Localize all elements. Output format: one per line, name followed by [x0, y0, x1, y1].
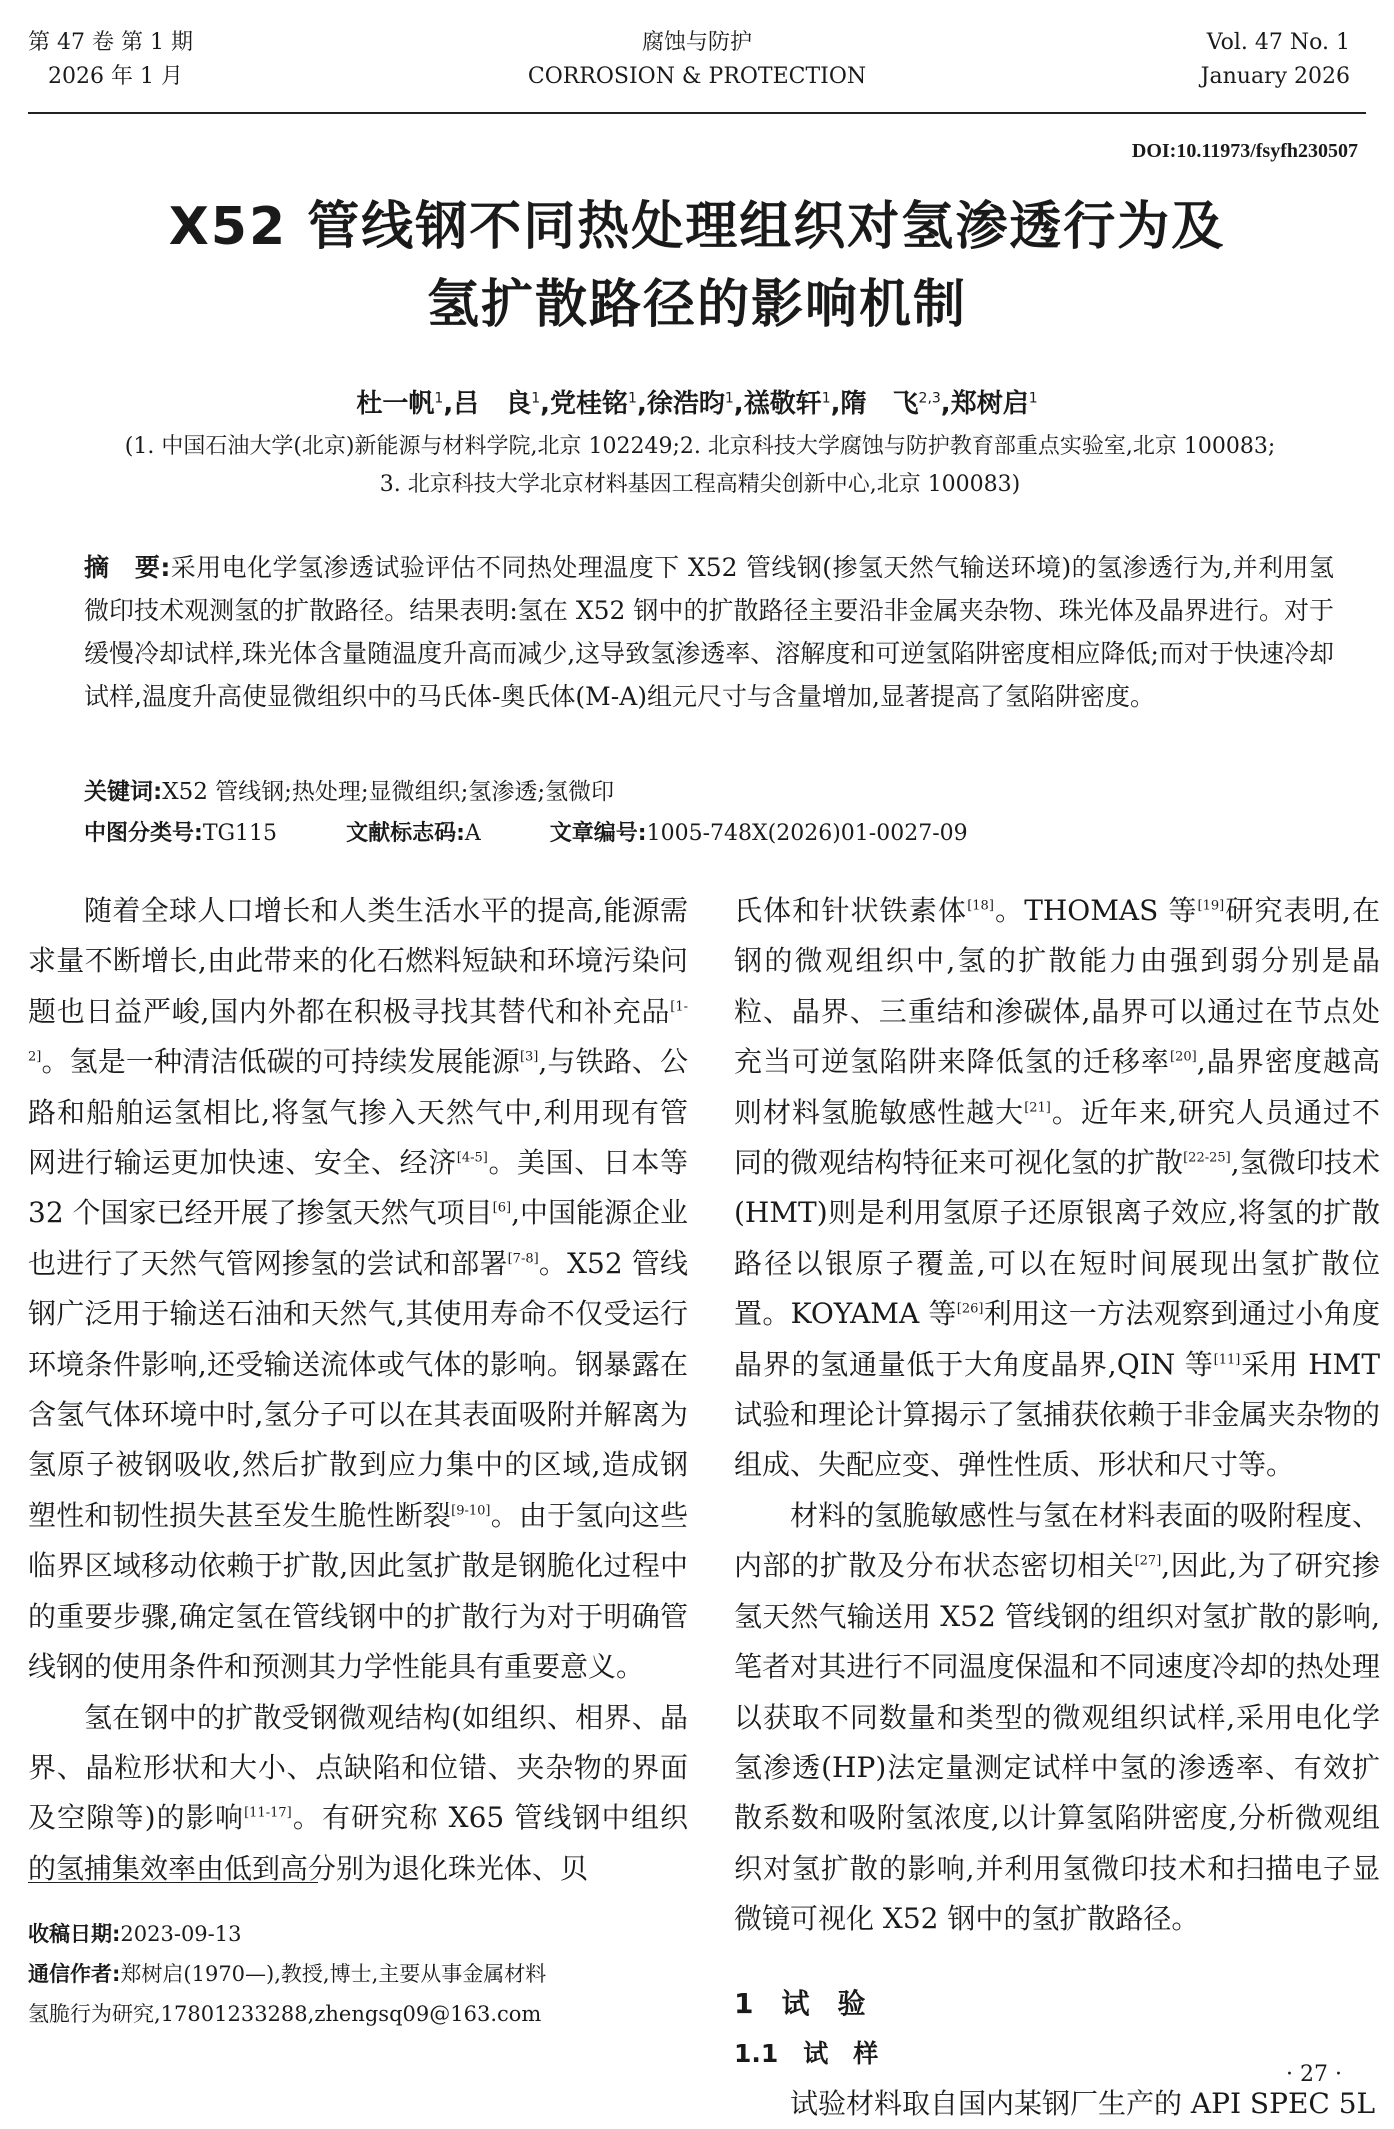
citation: [11]	[1213, 1352, 1241, 1368]
citation: [19]	[1197, 898, 1225, 914]
author: 吕 良$^1$	[453, 389, 541, 419]
citation: [1-2]	[28, 999, 688, 1065]
citation: [9-10]	[451, 1503, 491, 1519]
body-column-left	[28, 886, 688, 1894]
author: 郑树启$^1$	[950, 389, 1038, 419]
header-divider	[28, 112, 1366, 114]
journal-en: CORROSION & PROTECTION	[527, 64, 867, 89]
paragraph: 试验材料取自国内某钢厂生产的 API SPEC 5L	[790, 2086, 1376, 2120]
author-list: 杜一帆$^1$,吕 良$^1$,党桂铭$^1$,徐浩昀$^1$,禚敬轩$^1$,隋 飞$^{2,3}$,郑树启$^1$	[356, 389, 1038, 419]
abstract-label: 摘 要:	[84, 553, 171, 582]
paragraph: 随着全球人口增长和人类生活水平的提高,能源需求量不断增长,由此带来的化石燃料短缺和环境污染问题也日益严峻,国内外都在积极寻找其替代和补充品[1-2]。氢是一种清洁低碳的可持续发展能源[3],与铁路、公路和船舶运氢相比,将氢气掺入天然气中,利用现有管网进行输运更加快速、安全、经济[4-5]。美国、日本等 32 个国家已经开展了掺氢天然气项目[6],中国能源企业也进行了天然气管网掺氢的尝试和部署[7-8]。X52 管线钢广泛用于输送石油和天然气,其使用寿命不仅受运行环境条件影响,还受输送流体或气体的影响。钢暴露在含氢气体环境中时,氢分子可以在其表面吸附并解离为氢原子被钢吸收,然后扩散到应力集中的区域,造成钢塑性和韧性损失甚至发生脆性断裂[9-10]。由于氢向这些临界区域移动依赖于扩散,因此氢扩散是钢脆化过程中的重要步骤,确定氢在管线钢中的扩散行为对于明确管线钢的使用条件和预测其力学性能具有重要意义。	[28, 894, 689, 1684]
affiliation-line-1: (1. 中国石油大学(北京)新能源与材料学院,北京 102249;2. 北京科技大学腐蚀与防护教育部重点实验室,北京 100083;	[124, 434, 1276, 459]
header-right	[1201, 26, 1350, 94]
title-line-2: 氢扩散路径的影响机制	[426, 275, 967, 335]
citation: [22-25]	[1183, 1150, 1231, 1166]
date-en: January 2026	[1200, 64, 1350, 89]
citation: [27]	[1134, 1553, 1162, 1569]
classification-line	[84, 816, 1334, 852]
author: 徐浩昀$^1$	[646, 389, 734, 419]
citation: [21]	[1024, 1100, 1051, 1116]
abstract-text: 采用电化学氢渗透试验评估不同热处理温度下 X52 管线钢(掺氢天然气输送环境)的氢渗透行为,并利用氢微印技术观测氢的扩散路径。结果表明:氢在 X52 钢中的扩散路径主要沿非金属夹杂物、珠光体及晶界进行。对于缓慢冷却试样,珠光体含量随温度升高而减少,这导致氢渗透率、溶解度和可逆氢陷阱密度相应降低;而对于快速冷却试样,温度升高使显微组织中的马氏体-奥氏体(M-A)组元尺寸与含量增加,显著提高了氢陷阱密度。	[84, 553, 1334, 711]
volume-cn: 第 47 卷 第 1 期	[28, 30, 193, 55]
keywords	[84, 772, 1334, 812]
citation: [7-8]	[507, 1251, 539, 1267]
citation: [11-17]	[244, 1805, 292, 1821]
citation: [18]	[967, 898, 994, 914]
article-number: 文章编号:1005-748X(2026)01-0027-09	[549, 821, 968, 846]
author: 禚敬轩$^1$	[743, 389, 831, 419]
citation: [3]	[519, 1049, 539, 1065]
affiliation-line-2: 3. 北京科技大学北京材料基因工程高精尖创新中心,北京 100083)	[379, 472, 1021, 497]
title-line-1: X52 管线钢不同热处理组织对氢渗透行为及	[168, 197, 1226, 257]
section-heading: 1 试 验	[734, 1986, 866, 2020]
received-date: 收稿日期:2023-09-13	[28, 1922, 242, 1946]
author: 杜一帆$^1$	[356, 389, 444, 419]
citation: [26]	[956, 1301, 984, 1317]
keywords-text: X52 管线钢;热处理;显微组织;氢渗透;氢微印	[162, 779, 615, 805]
paragraph: 氏体和针状铁素体[18]。THOMAS 等[19]研究表明,在钢的微观组织中,氢的扩散能力由强到弱分别是晶粒、晶界、三重结和渗碳体,晶界可以通过在节点处充当可逆氢陷阱来降低氢的迁移率[20],晶界密度越高则材料氢脆敏感性越大[21]。近年来,研究人员通过不同的微观结构特征来可视化氢的扩散[22-25],氢微印技术(HMT)则是利用氢原子还原银离子效应,将氢的扩散路径以银原子覆盖,可以在短时间展现出氢扩散位置。KOYAMA 等[26]利用这一方法观察到通过小角度晶界的氢通量低于大角度晶界,QIN 等[11]采用 HMT 试验和理论计算揭示了氢捕获依赖于非金属夹杂物的组成、失配应变、弹性性质、形状和尺寸等。	[734, 894, 1380, 1482]
corresponding-author: 通信作者:郑树启(1970—),教授,博士,主要从事金属材料	[28, 1962, 547, 1986]
paragraph: 材料的氢脆敏感性与氢在材料表面的吸附程度、内部的扩散及分布状态密切相关[27],因此,为了研究掺氢天然气输送用 X52 管线钢的组织对氢扩散的影响,笔者对其进行不同温度保温和不同速度冷却的热处理以获取不同数量和类型的微观组织试样,采用电化学氢渗透(HP)法定量测定试样中氢的渗透率、有效扩散系数和吸附氢浓度,以计算氢陷阱密度,分析微观组织对氢扩散的影响,并利用氢微印技术和扫描电子显微镜可视化 X52 钢中的氢扩散路径。	[734, 1498, 1380, 1936]
body-column-right	[734, 886, 1380, 2129]
citation: [4-5]	[456, 1150, 488, 1166]
author: 党桂铭$^1$	[550, 389, 637, 419]
article-title	[0, 188, 1394, 344]
citation: [20]	[1170, 1049, 1197, 1065]
journal-cn: 腐蚀与防护	[641, 30, 752, 55]
date-cn: 2026 年 1 月	[48, 64, 183, 89]
paragraph: 氢在钢中的扩散受钢微观结构(如组织、相界、晶界、晶粒形状和大小、点缺陷和位错、夹杂物的界面及空隙等)的影响[11-17]。有研究称 X65 管线钢中组织的氢捕集效率由低到高分别为退化珠光体、贝	[28, 1700, 688, 1885]
volume-en: Vol. 47 No. 1	[1206, 30, 1350, 55]
affiliations	[40, 428, 1360, 504]
corresponding-author-contact: 氢脆行为研究,17801233288,zhengsq09@163.com	[28, 2002, 542, 2026]
footnote	[28, 1914, 688, 2034]
keywords-label: 关键词:	[84, 779, 163, 805]
page-number: · 27 ·	[1286, 2062, 1342, 2087]
author: 隋 飞$^{2,3}$	[840, 389, 941, 419]
doc-code: 文献标志码:A	[346, 821, 481, 846]
citation: [6]	[492, 1201, 512, 1217]
doi: DOI:10.11973/fsyfh230507	[1131, 140, 1358, 162]
subsection-heading: 1.1 试 样	[734, 2038, 879, 2068]
footnote-divider	[28, 1882, 318, 1883]
clc-number: 中图分类号:TG115	[84, 821, 278, 846]
header-center	[0, 26, 1394, 94]
abstract	[84, 546, 1334, 718]
